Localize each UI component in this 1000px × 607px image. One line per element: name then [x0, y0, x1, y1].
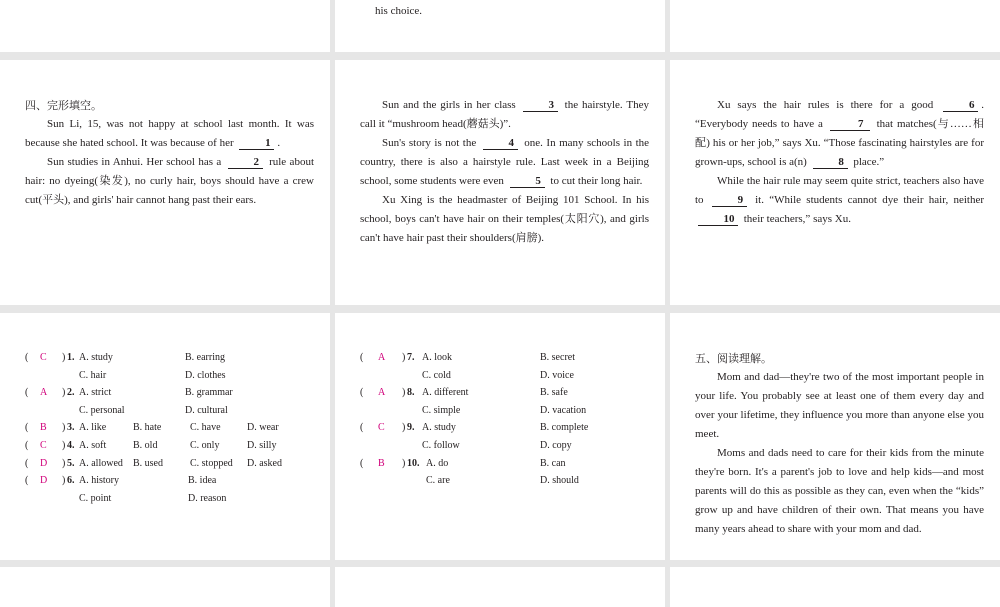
page-fragment-bottom-left: [0, 567, 330, 607]
blank-7: 7: [830, 118, 870, 131]
question-1-row1: ( C ) 1. A. study B. earring: [25, 349, 320, 367]
blank-10: 10: [698, 213, 738, 226]
cloze-column-2: [335, 60, 665, 305]
page-fragment-top-left: [0, 0, 330, 52]
question-10-row1: ( B ) 10. A. do B. can: [360, 455, 655, 473]
question-9-row1: ( C ) 9. A. study B. complete: [360, 419, 655, 437]
blank-8: 8: [813, 156, 848, 169]
cloze-paragraph: Sun's story is not the 4 one. In many schools in the country, there is also a hairstyle rule. Last week in a Beijing school, some students were even 5 to cut their long hair.: [360, 137, 650, 187]
question-6-row1: ( D ) 6. A. history B. idea: [25, 472, 320, 490]
blank-3: 3: [523, 99, 558, 112]
question-1-row2: C. hair D. clothes: [79, 369, 226, 381]
cloze-paragraph: Sun studies in Anhui. Her school has a 2 rule about hair: no dyeing(染发), no curly hair, boys should have a crew cut(平头), and girls' hair cannot hang past their ears.: [25, 156, 314, 206]
cloze-paragraph: Xu Xing is the headmaster of Beijing 101 School. In his school, boys can't have hair on their temples(太阳穴), and girls can't have hair past their shoulders(肩膀).: [360, 194, 649, 244]
question-5: ( D ) 5. A. allowed B. used C. stopped D. asked: [25, 455, 320, 473]
cloze-paragraph: Sun and the girls in her class 3 the hairstyle. They call it “mushroom head(蘑菇头)”.: [360, 99, 650, 130]
question-7-row1: ( A ) 7. A. look B. secret: [360, 349, 655, 367]
answer-3: B: [40, 422, 47, 434]
cloze-column-1: [0, 60, 330, 305]
reading-paragraph: Moms and dads need to care for their kids from the minute they're born. It's a parent's job to love and help kids—and most parents will do this as possible as they can, even when the “kids” grow up and have children of their own. That means you have many years ahead to share with your mom and dad.: [695, 447, 984, 535]
cloze-column-3: [670, 60, 1000, 305]
blank-4: 4: [483, 137, 518, 150]
question-4: ( C ) 4. A. soft B. old C. only D. silly: [25, 437, 320, 455]
blank-6: 6: [943, 99, 978, 112]
answer-10: B: [378, 457, 385, 469]
cloze-heading: 四、完形填空。: [25, 99, 102, 112]
page-fragment-top-middle: [335, 0, 665, 52]
answer-1: C: [40, 352, 47, 363]
blank-1: 1: [239, 137, 274, 150]
cloze-paragraph: While the hair rule may seem quite strict, teachers also have to 9 it. “While students cannot dye their hair, neither 10 their teachers,” says Xu.: [695, 175, 985, 225]
cloze-paragraph: Sun Li, 15, was not happy at school last month. It was because she hated school. It was because of her 1 .: [25, 118, 314, 149]
question-6-row2: C. point D. reason: [79, 492, 227, 504]
reading-paragraph: Mom and dad—they're two of the most important people in your life. You probably see at least one of them every day and over your lifetime, they influence you more than anyone else you meet.: [695, 371, 984, 440]
question-8-row1: ( A ) 8. A. different B. safe: [360, 384, 655, 402]
answer-2: A: [40, 387, 48, 399]
questions-7-10: [335, 313, 665, 560]
answer-7: A: [378, 352, 386, 363]
questions-1-6: [0, 313, 330, 560]
answer-5: D: [40, 457, 48, 469]
blank-5: 5: [510, 175, 545, 188]
question-7-row2: C. cold D. voice: [422, 369, 574, 381]
blank-2: 2: [228, 156, 263, 169]
page-fragment-top-right: [670, 0, 1000, 52]
reading-section: [670, 313, 1000, 560]
page-fragment-bottom-right: [670, 567, 1000, 607]
question-9-row2: C. follow D. copy: [422, 439, 572, 451]
question-2-row1: ( A ) 2. A. strict B. grammar: [25, 384, 320, 402]
answer-8: A: [378, 387, 386, 399]
question-8-row2: C. simple D. vacation: [422, 404, 587, 416]
cloze-paragraph: Xu says the hair rules is there for a good 6 . “Everybody needs to have a 7 that matches(与……相配) his or her job,” says Xu. “Those fascinating hairstyles are for grown-ups, school is a(n) 8 place.”: [695, 99, 985, 168]
page-fragment-bottom-middle: [335, 567, 665, 607]
answer-4: C: [40, 439, 47, 451]
carryover-text: his choice.: [375, 5, 423, 17]
blank-9: 9: [712, 194, 747, 207]
question-3: ( B ) 3. A. like B. hate C. have D. wear: [25, 419, 320, 437]
answer-9: C: [378, 422, 385, 434]
answer-6: D: [40, 475, 48, 487]
reading-heading: 五、阅读理解。: [695, 352, 772, 365]
question-10-row2: C. are D. should: [426, 475, 579, 487]
question-2-row2: C. personal D. cultural: [79, 404, 228, 416]
